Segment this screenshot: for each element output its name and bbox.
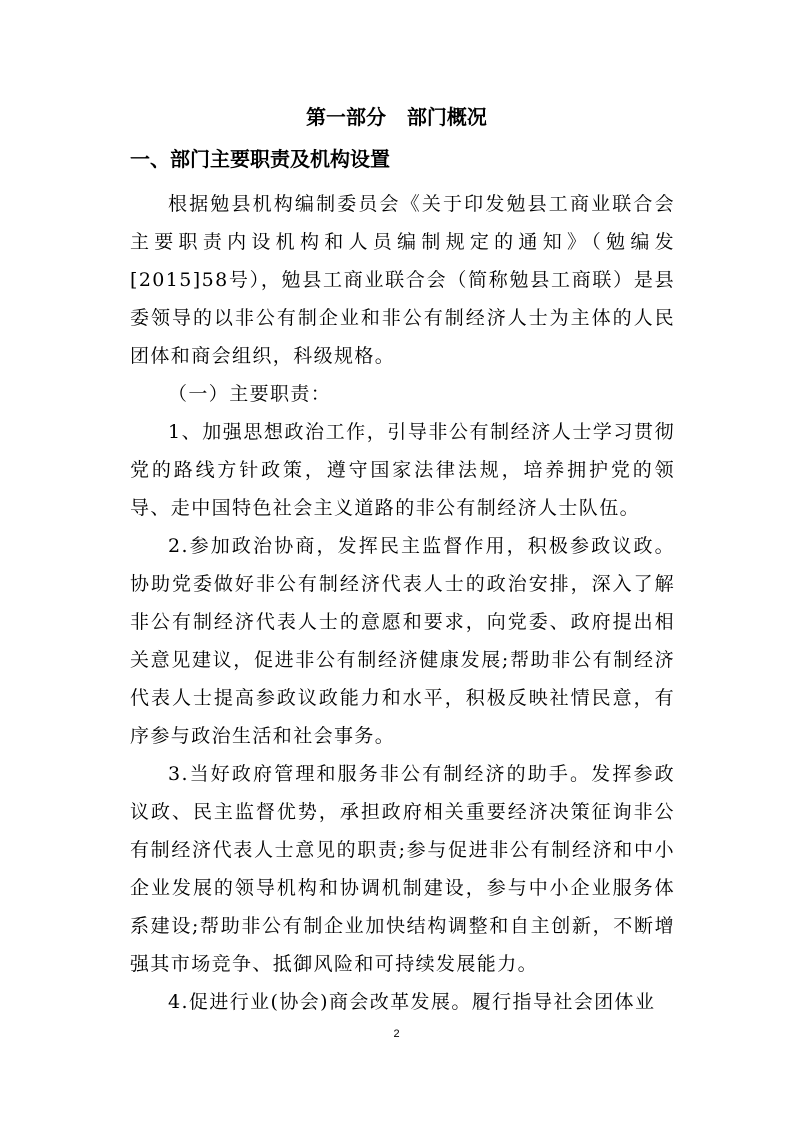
page-title: 第一部分 部门概况 (306, 105, 487, 129)
duty-item-4: 4.促进行业(协会)商会改革发展。履行指导社会团体业 (168, 991, 656, 1013)
intro-paragraph: 根据勉县机构编制委员会《关于印发勉县工商业联合会主要职责内设机构和人员编制规定的通知》（勉编发[2015]58号），勉县工商业联合会（简称勉县工商联）是县委领导的以非公有制企业和非公有制经济人士为主体的人民团体和商会组织，科级规格。 (130, 193, 675, 367)
section-heading: 一、部门主要职责及机构设置 (130, 147, 390, 171)
duty-item-2: 2.参加政治协商，发挥民主监督作用，积极参政议政。协助党委做好非公有制经济代表人士的政治安排，深入了解非公有制经济代表人士的意愿和要求，向党委、政府提出相关意见建议，促进非公有制经济健康发展;帮助非公有制经济代表人士提高参政议政能力和水平，积极反映社情民意，有序参与政治生活和社会事务。 (130, 535, 675, 747)
page-number: 2 (393, 1028, 400, 1040)
duty-item-1: 1、加强思想政治工作，引导非公有制经济人士学习贯彻党的路线方针政策，遵守国家法律法规，培养拥护党的领导、走中国特色社会主义道路的非公有制经济人士队伍。 (130, 421, 675, 519)
document-body (130, 185, 675, 1021)
subheading-main-duties: （一）主要职责： (168, 383, 332, 405)
duty-item-3: 3.当好政府管理和服务非公有制经济的助手。发挥参政议政、民主监督优势，承担政府相关重要经济决策征询非公有制经济代表人士意见的职责;参与促进非公有制经济和中小企业发展的领导机构和协调机制建设，参与中小企业服务体系建设;帮助非公有制企业加快结构调整和自主创新，不断增强其市场竞争、抵御风险和可持续发展能力。 (130, 763, 675, 975)
